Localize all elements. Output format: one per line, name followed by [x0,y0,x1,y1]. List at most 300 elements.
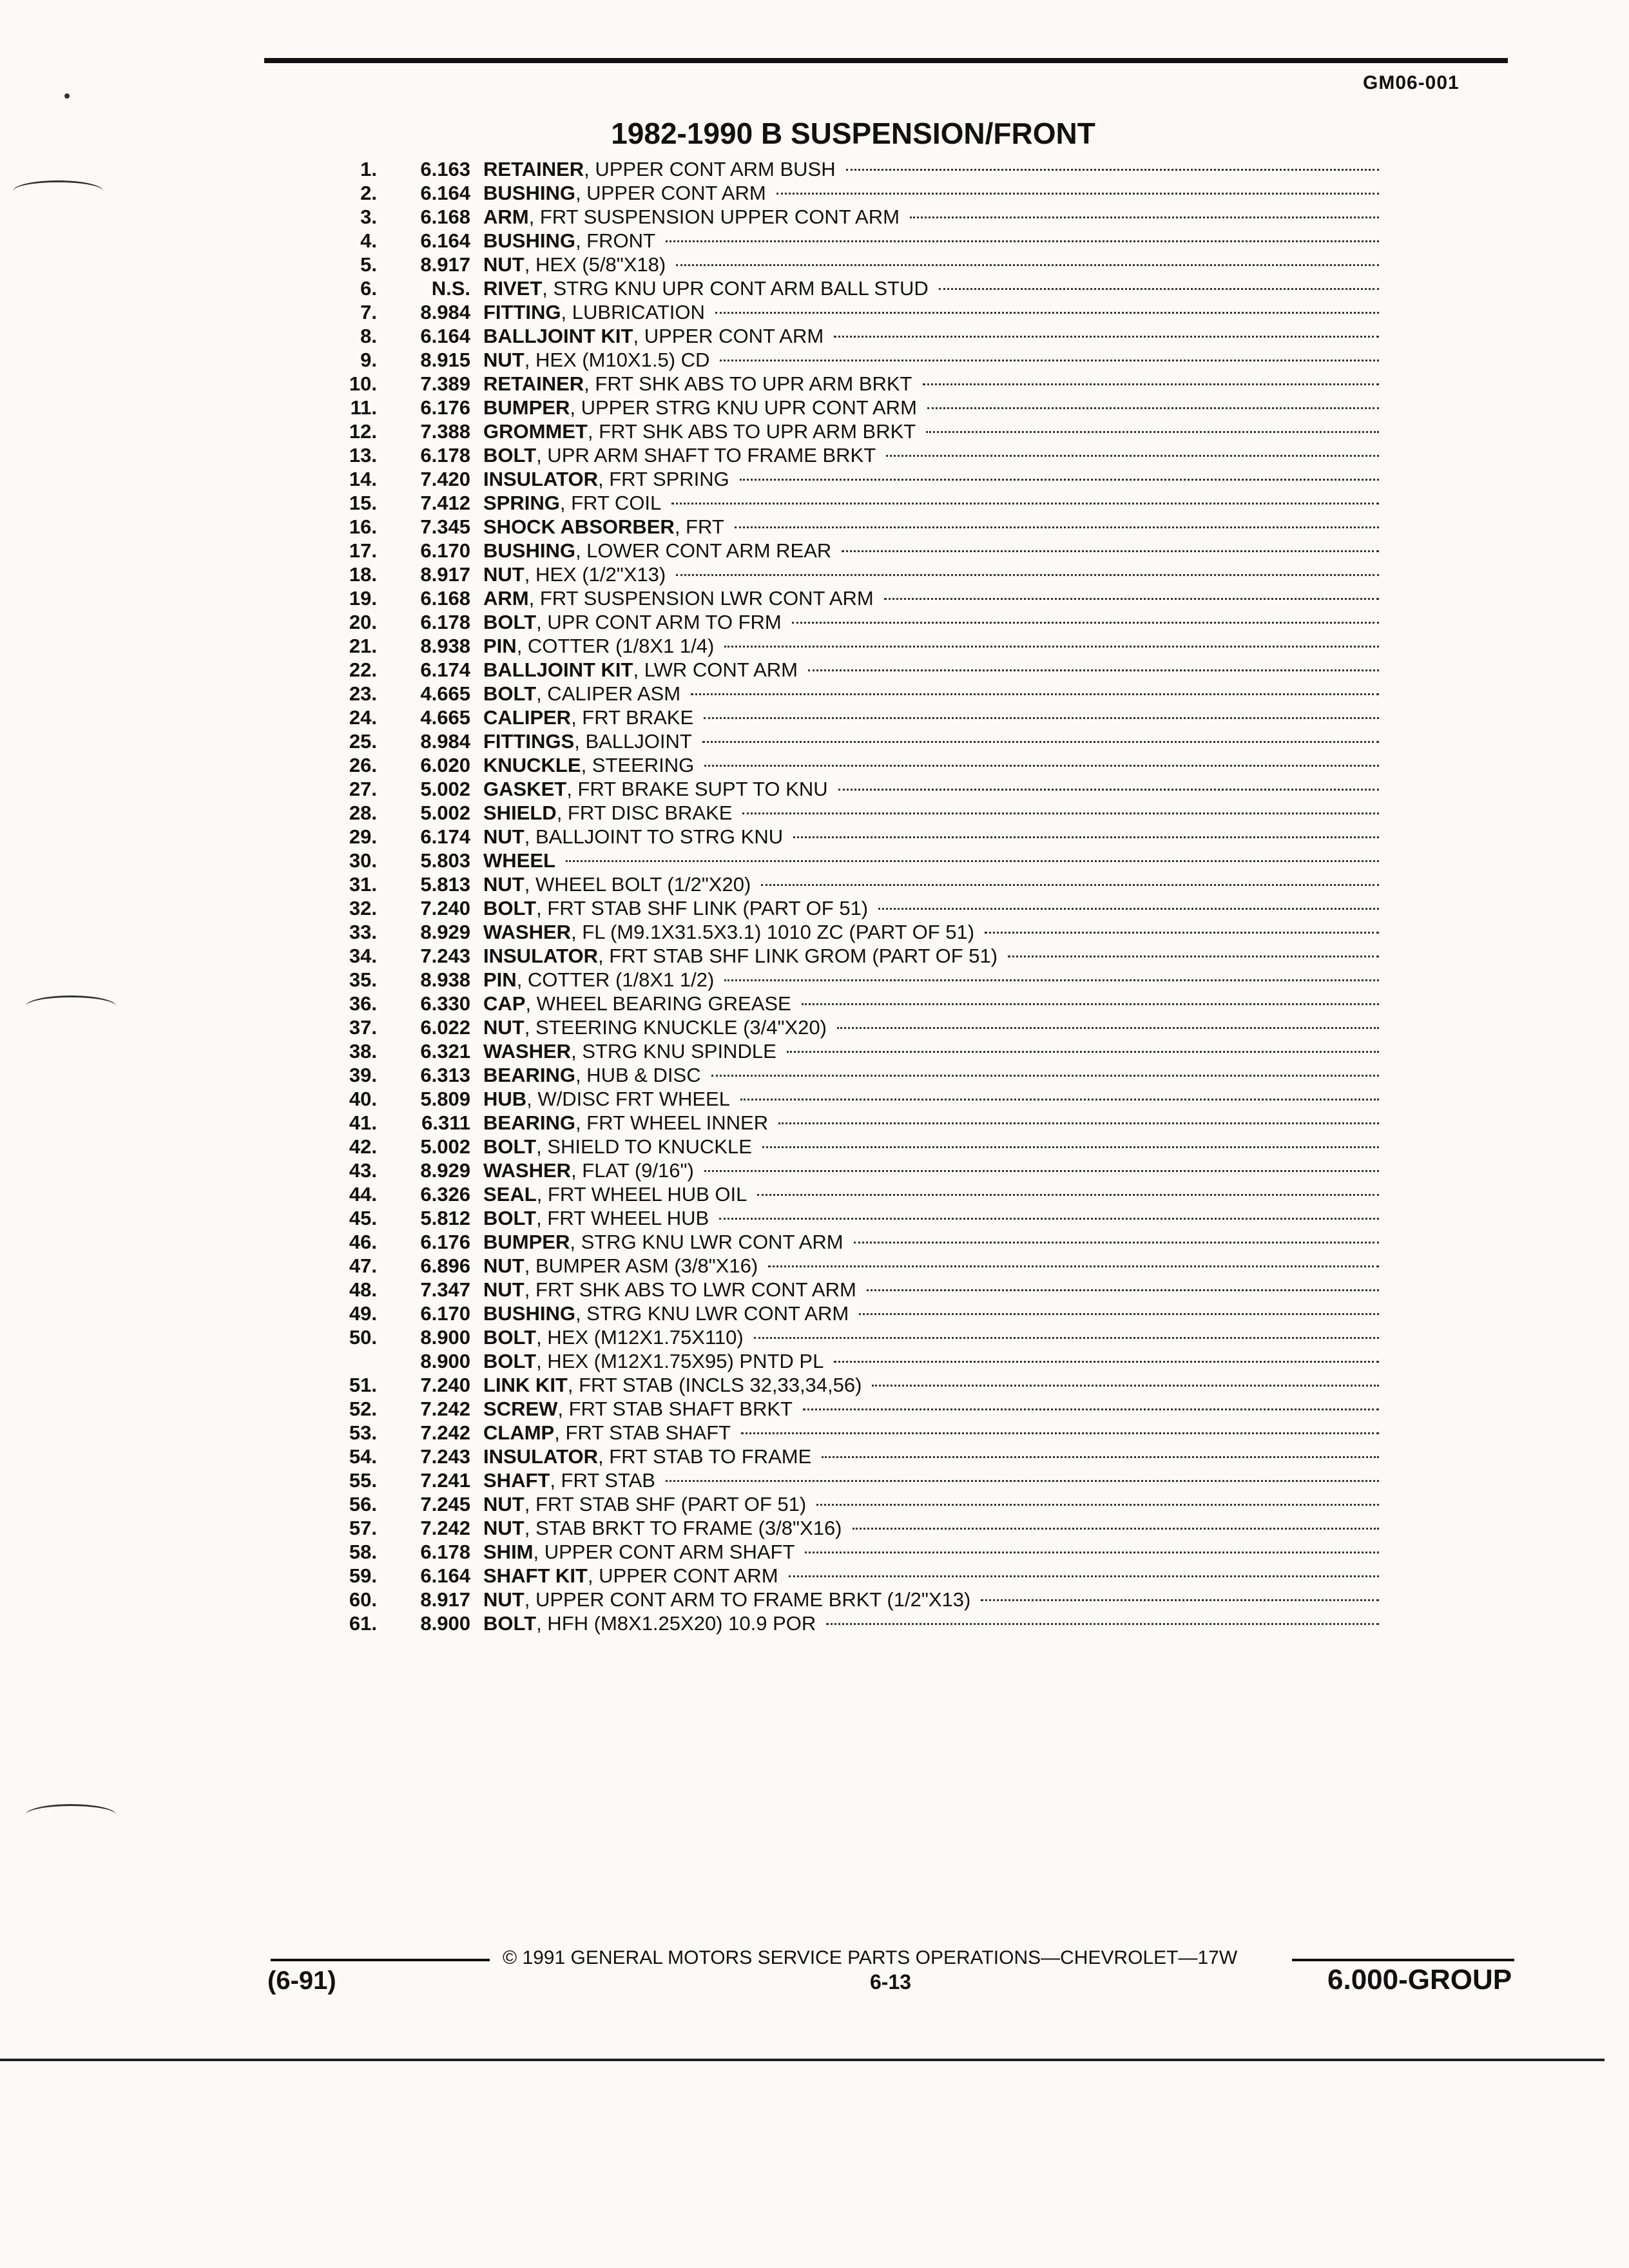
part-description [483,753,1379,777]
item-number: 1. [360,158,377,180]
part-row [284,634,1379,658]
part-row [284,1063,1379,1087]
item-number: 18. [349,563,377,586]
dot-leader [754,1336,1379,1339]
item-number: 22. [349,658,377,681]
part-detail: , UPPER CONT ARM TO FRAME BRKT (1/2"X13) [524,1588,971,1611]
dot-leader [805,1551,1379,1553]
part-description [483,1564,1379,1588]
group-number: 5.002 [420,1135,470,1158]
item-number: 48. [349,1278,377,1301]
item-number: 20. [349,611,377,633]
item-number: 45. [349,1207,377,1229]
part-description [483,205,1379,229]
item-number: 58. [349,1541,377,1563]
part-detail: , STRG KNU SPINDLE [571,1040,776,1062]
part-description [483,1516,1379,1540]
part-detail: , FRT WHEEL HUB [536,1207,709,1229]
part-name: ARM [483,587,529,610]
part-row [284,1564,1379,1588]
item-number: 28. [349,802,377,824]
part-name: FITTINGS [483,730,575,753]
part-description [483,992,1379,1015]
group-number: 6.176 [420,396,470,419]
part-row [284,372,1379,396]
group-number: 7.245 [420,1493,470,1515]
dot-leader [741,1432,1379,1434]
group-number: 5.002 [420,802,470,824]
part-description [483,872,1379,896]
dot-leader [666,240,1379,242]
part-detail: , FRT [674,515,724,538]
part-row [284,157,1379,181]
item-number: 57. [349,1517,377,1539]
dot-leader [704,716,1379,719]
dot-leader [666,1479,1379,1482]
dot-leader [740,478,1379,481]
part-row [284,181,1379,205]
item-number: 5. [360,253,377,276]
part-row [284,1540,1379,1564]
part-detail: , HEX (M12X1.75X110) [536,1326,744,1349]
group-number: 7.243 [420,1445,470,1468]
part-description [483,1158,1379,1182]
footer-rule-right [1292,1959,1514,1961]
part-name: KNUCKLE [483,754,581,776]
part-name: ARM [483,206,529,228]
dot-leader [826,1622,1379,1625]
part-description [483,1302,1379,1325]
part-name: GASKET [483,778,567,800]
group-number: 7.347 [420,1278,470,1301]
part-detail: , UPPER CONT ARM BUSH [584,158,836,180]
dot-leader [720,359,1379,361]
item-number: 21. [349,635,377,657]
group-number: 6.168 [420,587,470,610]
section-group: 6.000-GROUP [1327,1964,1512,1995]
item-number: 36. [349,992,377,1015]
dot-leader [1008,955,1379,957]
item-number: 37. [349,1016,377,1039]
part-name: WASHER [483,1040,572,1062]
group-number: 8.917 [420,563,470,586]
part-description [483,1540,1379,1564]
dot-leader [808,669,1379,671]
dot-leader [854,1241,1379,1244]
part-name: RETAINER [483,158,584,180]
part-description [483,1468,1379,1492]
part-detail: , FRONT [575,229,655,252]
item-number: 54. [349,1445,377,1468]
dot-leader [927,407,1379,409]
part-description [483,1611,1379,1635]
part-detail: , UPPER CONT ARM [587,1564,778,1587]
group-number: 6.163 [420,158,470,180]
dot-leader [761,883,1379,886]
dot-leader [768,1265,1379,1267]
group-number: 6.176 [420,1231,470,1253]
dot-leader [793,836,1379,838]
part-name: SHOCK ABSORBER [483,515,675,538]
page-title: 1982-1990 B SUSPENSION/FRONT [611,117,1095,150]
part-row [284,849,1379,872]
part-description [483,968,1379,992]
part-detail: , FRT SUSPENSION UPPER CONT ARM [528,206,900,228]
part-description [483,682,1379,706]
part-name: BUSHING [483,182,575,204]
dot-leader [724,979,1379,981]
part-description [483,586,1379,610]
part-description [483,1111,1379,1135]
item-number: 53. [349,1421,377,1444]
item-number: 51. [349,1374,377,1396]
part-row [284,1135,1379,1158]
dot-leader [846,168,1379,171]
item-number: 2. [360,182,377,204]
part-name: CALIPER [483,706,572,729]
part-row [284,944,1379,968]
part-name: INSULATOR [483,468,598,490]
group-number: 7.420 [420,468,470,490]
part-description [483,372,1379,396]
part-name: BOLT [483,1135,537,1158]
dot-leader [715,311,1379,314]
scan-speck [64,93,70,99]
dot-leader [884,597,1379,600]
item-number: 12. [349,420,377,443]
item-number: 7. [360,301,377,323]
part-detail: , STAB BRKT TO FRAME (3/8"X16) [524,1517,842,1539]
part-description [483,1349,1379,1373]
binder-hole-mark [26,1804,116,1825]
part-name: NUT [483,563,525,586]
part-detail: , FRT WHEEL INNER [575,1111,769,1134]
group-number: 6.330 [420,992,470,1015]
part-name: SPRING [483,492,560,514]
item-number: 56. [349,1493,377,1515]
item-number: 30. [349,849,377,872]
dot-leader [926,430,1379,433]
part-detail: , WHEEL BOLT (1/2"X20) [524,873,751,896]
part-description [483,300,1379,324]
group-number: 4.665 [420,706,470,729]
part-row [284,1516,1379,1540]
item-number: 4. [360,229,377,252]
part-row [284,1421,1379,1445]
part-name: SHAFT KIT [483,1564,588,1587]
part-description [483,181,1379,205]
part-row [284,1206,1379,1230]
part-name: CLAMP [483,1421,555,1444]
part-row [284,801,1379,825]
item-number: 40. [349,1088,377,1110]
dot-leader [842,550,1379,552]
part-name: BOLT [483,1350,537,1372]
group-number: 6.896 [420,1254,470,1277]
bottom-rule [0,2059,1605,2061]
item-number: 14. [349,468,377,490]
part-row [284,1445,1379,1468]
part-detail: , STEERING KNUCKLE (3/4"X20) [524,1016,827,1039]
part-detail: , FRT STAB SHAFT BRKT [557,1398,793,1420]
part-name: NUT [483,1016,525,1039]
part-name: BOLT [483,1326,537,1349]
part-name: BEARING [483,1111,575,1134]
dot-leader [834,1360,1379,1363]
group-number: 6.178 [420,1541,470,1563]
copyright-notice: © 1991 GENERAL MOTORS SERVICE PARTS OPERATIONS—CHEVROLET—17W [503,1947,1238,1968]
part-description [483,491,1379,515]
part-row [284,1611,1379,1635]
item-number: 13. [349,444,377,466]
part-description [483,1445,1379,1468]
group-number: 5.813 [420,873,470,896]
part-name: INSULATOR [483,945,598,967]
group-number: 6.164 [420,229,470,252]
part-description [483,515,1379,539]
dot-leader [859,1312,1379,1315]
part-row [284,1492,1379,1516]
part-detail: , STEERING [581,754,695,776]
part-name: NUT [483,873,525,896]
part-row [284,968,1379,992]
group-number: 8.938 [420,968,470,991]
part-name: SHIELD [483,802,557,824]
part-row [284,324,1379,348]
part-detail: , HEX (M10X1.5) CD [524,349,710,371]
dot-leader [671,502,1379,505]
dot-leader [787,1050,1379,1053]
part-description [483,849,1379,872]
item-number: 39. [349,1064,377,1086]
item-number: 32. [349,897,377,919]
item-number: 31. [349,873,377,896]
part-detail: , STRG KNU LWR CONT ARM [575,1302,849,1325]
group-number: 6.020 [420,754,470,776]
part-row [284,872,1379,896]
part-name: BOLT [483,611,537,633]
part-name: NUT [483,1517,525,1539]
footer-rule-left [271,1959,490,1961]
part-row [284,992,1379,1015]
part-row [284,539,1379,562]
part-name: BOLT [483,897,537,919]
part-description [483,1397,1379,1421]
part-detail: , HUB & DISC [575,1064,701,1086]
page-number: 6-13 [870,1970,912,1994]
dot-leader [704,764,1379,767]
group-number: 8.929 [420,1159,470,1182]
group-number: 7.345 [420,515,470,538]
item-number: 24. [349,706,377,729]
dot-leader [704,1169,1379,1172]
part-description [483,801,1379,825]
part-row [284,1158,1379,1182]
item-number: 3. [360,206,377,228]
part-detail: , COTTER (1/8X1 1/4) [516,635,715,657]
part-description [483,539,1379,562]
group-number: 4.665 [420,682,470,705]
part-description [483,1230,1379,1254]
item-number: 55. [349,1469,377,1492]
group-number: 5.002 [420,778,470,800]
group-number: 6.326 [420,1183,470,1206]
part-detail: , FRT BRAKE SUPT TO KNU [566,778,828,800]
part-detail: , FRT SUSPENSION LWR CONT ARM [528,587,874,610]
part-row [284,348,1379,372]
group-number: 7.242 [420,1517,470,1539]
item-number: 47. [349,1254,377,1277]
group-number: 7.241 [420,1469,470,1492]
part-row [284,1087,1379,1111]
part-detail: , FLAT (9/16") [571,1159,694,1182]
part-detail: , STRG KNU UPR CONT ARM BALL STUD [542,277,929,300]
part-name: BUMPER [483,1231,570,1253]
group-number: 6.311 [421,1111,470,1134]
part-row [284,825,1379,849]
part-detail: , FL (M9.1X31.5X3.1) 1010 ZC (PART OF 51) [571,921,975,943]
part-row [284,396,1379,419]
group-number: 6.170 [420,1302,470,1325]
part-row [284,658,1379,682]
group-number: 6.164 [420,1564,470,1587]
part-description [483,419,1379,443]
part-name: CAP [483,992,526,1015]
part-description [483,467,1379,491]
part-row [284,1468,1379,1492]
part-detail: , FRT SHK ABS TO LWR CONT ARM [524,1278,856,1301]
part-name: RETAINER [483,372,584,395]
part-detail: , HFH (M8X1.25X20) 10.9 POR [536,1612,816,1635]
group-number: 6.178 [420,444,470,466]
part-detail: , BALLJOINT [574,730,692,753]
group-number: 6.022 [420,1016,470,1039]
item-number: 15. [349,492,377,514]
part-name: BALLJOINT KIT [483,325,633,347]
group-number: 8.900 [420,1612,470,1635]
dot-leader [792,621,1379,624]
item-number: 49. [349,1302,377,1325]
group-number: 7.388 [420,420,470,443]
part-description [483,920,1379,944]
part-name: FITTING [483,301,561,323]
part-detail: , FRT COIL [559,492,662,514]
part-name: NUT [483,349,525,371]
group-number: 7.243 [420,945,470,967]
group-number: 5.803 [420,849,470,872]
dot-leader [789,1575,1379,1577]
item-number: 34. [349,945,377,967]
dot-leader [985,931,1379,934]
part-row [284,706,1379,729]
part-description [483,729,1379,753]
part-name: BUSHING [483,229,575,252]
group-number: 7.412 [420,492,470,514]
part-row [284,419,1379,443]
part-row [284,1349,1379,1373]
part-detail: , STRG KNU LWR CONT ARM [570,1231,843,1253]
part-detail: , FRT STAB (INCLS 32,33,34,56) [567,1374,862,1396]
part-row [284,1373,1379,1397]
part-description [483,1421,1379,1445]
part-description [483,1039,1379,1063]
item-number: 38. [349,1040,377,1062]
part-description [483,324,1379,348]
part-name: WASHER [483,1159,572,1182]
dot-leader [822,1456,1379,1458]
dot-leader [691,693,1379,695]
item-number: 10. [349,372,377,395]
group-number: 6.321 [420,1040,470,1062]
part-row [284,276,1379,300]
part-detail: , FRT BRAKE [571,706,694,729]
part-description [483,157,1379,181]
dot-leader [878,907,1379,910]
part-detail: , UPPER STRG KNU UPR CONT ARM [570,396,917,419]
item-number: 33. [349,921,377,943]
part-row [284,1278,1379,1302]
part-description [483,1278,1379,1302]
group-number: 7.240 [420,897,470,919]
group-number: 5.809 [420,1088,470,1110]
part-description [483,1254,1379,1278]
item-number: 61. [349,1612,377,1635]
part-detail: , FRT WHEEL HUB OIL [536,1183,747,1206]
group-number: 7.242 [420,1421,470,1444]
item-number: 59. [349,1564,377,1587]
part-name: BOLT [483,1207,537,1229]
part-description [483,1588,1379,1611]
part-name: NUT [483,253,525,276]
part-row [284,205,1379,229]
part-name: BUSHING [483,539,575,562]
part-description [483,634,1379,658]
part-description [483,1492,1379,1516]
part-description [483,562,1379,586]
part-detail: , SHIELD TO KNUCKLE [536,1135,752,1158]
dot-leader [834,335,1379,338]
part-row [284,1588,1379,1611]
item-number: 25. [349,730,377,753]
part-description [483,658,1379,682]
part-description [483,229,1379,253]
part-detail: , FRT STAB [550,1469,655,1492]
item-number: 27. [349,778,377,800]
dot-leader [853,1527,1379,1530]
dot-leader [981,1599,1379,1601]
part-detail: , FRT STAB SHF LINK GROM (PART OF 51) [597,945,998,967]
group-number: 8.917 [420,253,470,276]
dot-leader [776,192,1379,195]
part-name: PIN [483,635,517,657]
revision-date: (6-91) [267,1966,336,1995]
document-id: GM06-001 [1363,72,1460,93]
part-detail: , HEX (1/2"X13) [524,563,666,586]
item-number: 9. [360,349,377,371]
part-row [284,1039,1379,1063]
part-name: BOLT [483,682,537,705]
item-number: 44. [349,1183,377,1206]
part-row [284,1015,1379,1039]
part-description [483,1135,1379,1158]
part-detail: , COTTER (1/8X1 1/2) [516,968,715,991]
part-row [284,467,1379,491]
part-detail: , W/DISC FRT WHEEL [526,1088,730,1110]
part-name: INSULATOR [483,1445,598,1468]
part-name: RIVET [483,277,543,300]
item-number: 35. [349,968,377,991]
part-row [284,1230,1379,1254]
